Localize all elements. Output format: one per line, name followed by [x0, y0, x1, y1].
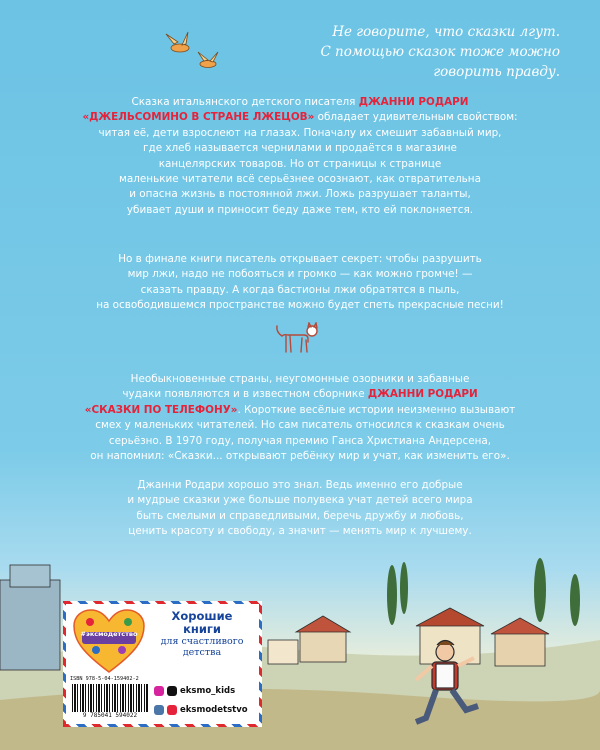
p1-line-2-text: обладает удивительным свойством: [314, 111, 518, 124]
p1-line-1-text: Сказка итальянского детского писателя [131, 96, 359, 108]
description-paragraph-2 [40, 252, 560, 314]
p1-line-7: и опасна жизнь в постоянной лжи. Ложь разрушает таланты, [129, 188, 471, 201]
birds-illustration [158, 30, 228, 80]
instagram-icon [154, 686, 164, 696]
slogan-line-1: Хорошие [171, 609, 233, 623]
social-link-detstvo[interactable] [154, 703, 248, 717]
vk-icon [154, 705, 164, 715]
slogan-line-2: книги [183, 622, 221, 636]
p1-line-2 [40, 110, 560, 125]
p4-line-3: быть смелыми и справедливыми, беречь дружбу и любовь, [136, 509, 464, 522]
p3-line-2 [40, 387, 560, 402]
youtube-icon [167, 705, 177, 715]
slogan-line-3: для счастливого [160, 636, 244, 647]
author-name: ДЖАННИ РОДАРИ [358, 96, 469, 108]
p2-line-3: сказать правду. А когда бастионы лжи обратятся в пыль, [140, 283, 460, 296]
social-link-kids[interactable] [154, 684, 235, 698]
p2-line-1: Но в финале книги писатель открывает секрет: чтобы разрушить [118, 253, 482, 265]
quote-line-1: Не говорите, что сказки лгут. [332, 24, 560, 40]
p3-line-3 [40, 403, 560, 418]
barcode-number: 9 785041 594022 [82, 712, 138, 719]
description-paragraph-4 [40, 478, 560, 540]
hashtag-label: #эксмодетство [80, 630, 138, 638]
description-paragraph-3 [40, 372, 560, 464]
p3-line-1: Необыкновенные страны, неугомонные озорники и забавные [130, 373, 470, 385]
p4-line-2: и мудрые сказки уже больше полувека учат детей всего мира [127, 494, 473, 507]
slogan-line-4: детства [182, 647, 222, 658]
social-handle-2: eksmodetstvo [180, 705, 248, 715]
p4-line-4: ценить красоту и свободу, а значит — менять мир к лучшему. [128, 525, 472, 538]
tiktok-icon [167, 686, 177, 696]
publisher-promo-block [63, 601, 262, 727]
cat-illustration [274, 322, 322, 356]
heart-logo-icon [72, 608, 146, 674]
isbn-label: ISBN 978-5-04-159402-2 [70, 676, 139, 682]
isbn-barcode-box [70, 676, 150, 720]
p1-line-4: где хлеб называется чернилами и продаётся в магазине [143, 142, 457, 155]
p3-line-3-text: . Короткие весёлые истории неизменно вызывают [237, 403, 516, 416]
social-handle-1: eksmo_kids [180, 686, 236, 696]
p1-line-8: убивает души и приносит беду даже тем, кто ей поклоняется. [126, 203, 474, 216]
description-paragraph-1 [40, 95, 560, 218]
p3-line-6: он напомнил: «Сказки... открывают ребёнку мир и учат, как изменить его». [90, 450, 510, 463]
p1-line-6: маленькие читатели всё серьёзнее осознают, как отвратительна [119, 173, 481, 186]
book-title-1: «ДЖЕЛЬСОМИНО В СТРАНЕ ЛЖЕЦОВ» [82, 111, 315, 124]
quote-line-2: С помощью сказок тоже можно [320, 44, 560, 60]
p3-line-4: смех у маленьких читателей. Но сам писатель относился к сказкам очень [95, 419, 505, 432]
p1-line-1 [40, 95, 560, 110]
promo-slogan [152, 610, 252, 658]
p2-line-4: на освободившемся пространстве можно будет спеть прекрасные песни! [96, 299, 504, 312]
epigraph-quote [300, 22, 560, 82]
p3-line-2-text: чудаки появляются и в известном сборнике [122, 388, 368, 401]
book-title-2: «СКАЗКИ ПО ТЕЛЕФОНУ» [84, 403, 238, 416]
p1-line-5: канцелярских товаров. Но от страницы к странице [158, 157, 442, 170]
p2-line-2: мир лжи, надо не побояться и громко — как можно громче! — [127, 268, 473, 281]
p3-line-5: серьёзно. В 1970 году, получая премию Ганса Христиана Андерсена, [108, 434, 492, 447]
p1-line-3: читая её, дети взрослеют на глазах. Поначалу их смешит забавный мир, [98, 126, 502, 139]
p4-line-1: Джанни Родари хорошо это знал. Ведь именно его добрые [137, 479, 463, 491]
barcode-icon [72, 684, 148, 712]
quote-line-3: говорить правду. [433, 64, 560, 80]
author-name-2: ДЖАННИ РОДАРИ [367, 388, 478, 401]
